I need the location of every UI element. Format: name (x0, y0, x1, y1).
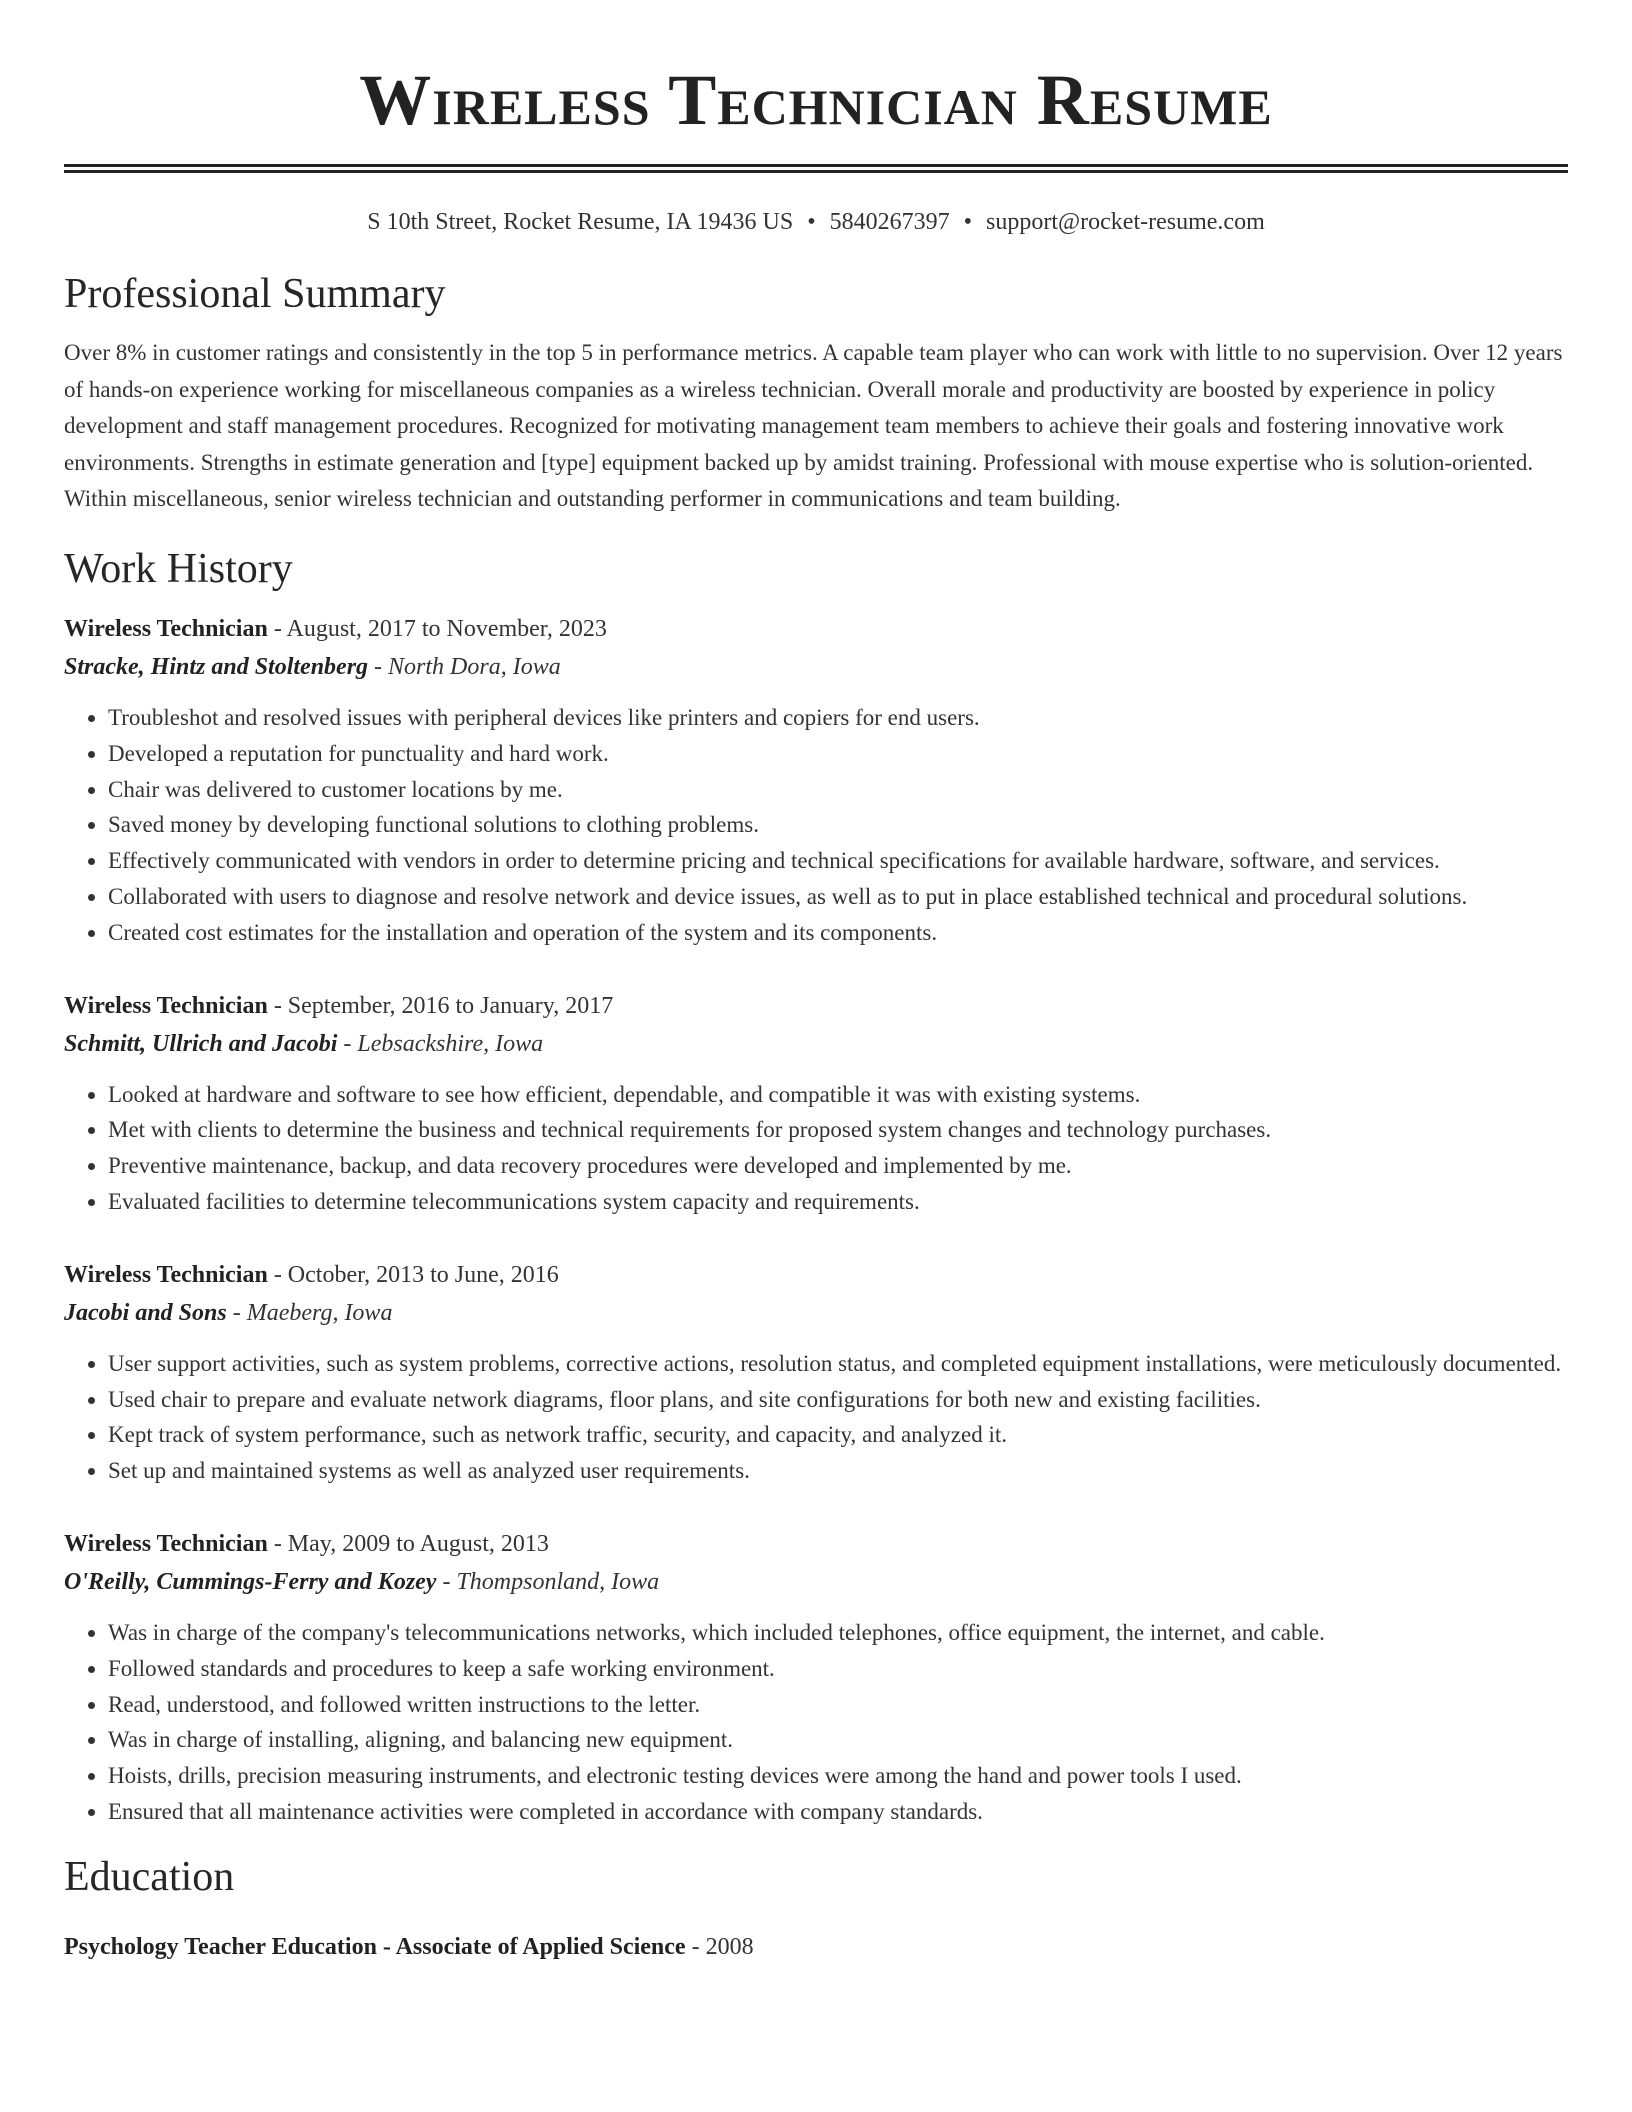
job-title-line (64, 987, 1568, 1025)
job-location: - Lebsackshire, Iowa (337, 1030, 544, 1057)
job-bullets (64, 1615, 1568, 1830)
job-dates: - October, 2013 to June, 2016 (267, 1261, 559, 1288)
job-title-line (64, 1256, 1568, 1294)
education-entry (64, 1928, 1568, 1966)
job-title-line (64, 610, 1568, 648)
summary-text: Over 8% in customer ratings and consistently in the top 5 in performance metrics. A capable team player who can work with little to no supervision. Over 12 years of hands-on experience working for miscellaneous companies as a wireless technician. Overall morale and productivity are boosted by experience in policy development and staff management procedures. Recognized for motivating management team members to achieve their goals and fostering innovative work environments. Strengths in estimate generation and [type] equipment backed up by amidst training. Professional with mouse expertise who is solution-oriented. Within miscellaneous, senior wireless technician and outstanding performer in communications and team building. (64, 340, 1563, 512)
contact-separator: • (963, 209, 973, 235)
job-entry (64, 1256, 1568, 1489)
job-bullet: • Effectively communicated with vendors in order to determine pricing and technical specifications for available hardware, software, and services. (108, 843, 1568, 879)
job-role: Wireless Technician (64, 1530, 268, 1557)
job-company-line (64, 648, 1568, 686)
job-entry (64, 610, 1568, 951)
job-bullet: • Was in charge of installing, aligning, and balancing new equipment. (108, 1722, 1568, 1758)
education-degree: Psychology Teacher Education - Associate of Applied Science (64, 1933, 686, 1960)
job-title-line (64, 1525, 1568, 1563)
job-bullet: • Developed a reputation for punctuality and hard work. (108, 736, 1568, 772)
job-company: O'Reilly, Cummings-Ferry and Kozey (64, 1568, 437, 1595)
job-bullet: • Kept track of system performance, such as network traffic, security, and capacity, and analyzed it. (108, 1417, 1568, 1453)
job-location: - Maeberg, Iowa (226, 1299, 393, 1326)
job-bullet: • Followed standards and procedures to keep a safe working environment. (108, 1651, 1568, 1687)
job-entry (64, 987, 1568, 1220)
education-heading: Education (64, 1853, 235, 1900)
job-dates: - May, 2009 to August, 2013 (267, 1530, 549, 1557)
work-history-heading: Work History (64, 545, 293, 592)
job-location: - North Dora, Iowa (368, 653, 561, 680)
job-dates: - September, 2016 to January, 2017 (267, 992, 614, 1019)
education-year: - 2008 (685, 1933, 754, 1960)
contact-address: S 10th Street, Rocket Resume, IA 19436 US (367, 209, 794, 235)
job-bullet: • Was in charge of the company's telecommunications networks, which included telephones, office equipment, the internet, and cable. (108, 1615, 1568, 1651)
title-double-rule (64, 164, 1568, 173)
job-bullet: • Read, understood, and followed written instructions to the letter. (108, 1687, 1568, 1723)
job-role: Wireless Technician (64, 992, 268, 1019)
job-bullet: • Ensured that all maintenance activities were completed in accordance with company standards. (108, 1794, 1568, 1830)
job-bullets (64, 700, 1568, 951)
resume-title: Wireless Technician Resume (359, 60, 1273, 140)
job-bullet: • Hoists, drills, precision measuring instruments, and electronic testing devices were among the hand and power tools I used. (108, 1758, 1568, 1794)
contact-separator: • (807, 209, 816, 235)
job-entry (64, 1525, 1568, 1830)
summary-heading: Professional Summary (64, 271, 446, 317)
job-bullet: • Looked at hardware and software to see how efficient, dependable, and compatible it was with existing systems. (108, 1077, 1568, 1113)
job-bullets (64, 1346, 1568, 1489)
job-company: Schmitt, Ullrich and Jacobi (64, 1030, 338, 1057)
job-location: - Thompsonland, Iowa (436, 1568, 660, 1595)
contact-line (64, 207, 1568, 237)
job-role: Wireless Technician (64, 615, 268, 642)
job-bullets (64, 1077, 1568, 1220)
job-bullet: • User support activities, such as system problems, corrective actions, resolution status, and completed equipment installations, were meticulously documented. (108, 1346, 1568, 1382)
job-company-line (64, 1294, 1568, 1332)
job-bullet: • Created cost estimates for the installation and operation of the system and its components. (108, 915, 1568, 951)
job-bullet: • Evaluated facilities to determine telecommunications system capacity and requirements. (108, 1184, 1568, 1220)
job-company-line (64, 1563, 1568, 1601)
contact-email: support@rocket-resume.com (986, 209, 1265, 235)
job-company: Stracke, Hintz and Stoltenberg (64, 653, 369, 680)
job-company-line (64, 1025, 1568, 1063)
job-bullet: • Chair was delivered to customer locations by me. (108, 772, 1568, 808)
job-bullet: • Troubleshot and resolved issues with peripheral devices like printers and copiers for end users. (108, 700, 1568, 736)
job-company: Jacobi and Sons (64, 1299, 227, 1326)
job-bullet: • Collaborated with users to diagnose and resolve network and device issues, as well as to put in place established technical and procedural solutions. (108, 879, 1568, 915)
job-bullet: • Preventive maintenance, backup, and data recovery procedures were developed and implemented by me. (108, 1148, 1568, 1184)
job-bullet: • Met with clients to determine the business and technical requirements for proposed system changes and technology purchases. (108, 1112, 1568, 1148)
job-bullet: • Saved money by developing functional solutions to clothing problems. (108, 807, 1568, 843)
contact-phone: 5840267397 (829, 209, 950, 235)
job-bullet: • Used chair to prepare and evaluate network diagrams, floor plans, and site configurations for both new and existing facilities. (108, 1382, 1568, 1418)
job-bullet: • Set up and maintained systems as well as analyzed user requirements. (108, 1453, 1568, 1489)
job-role: Wireless Technician (64, 1261, 268, 1288)
job-dates: - August, 2017 to November, 2023 (267, 615, 607, 642)
